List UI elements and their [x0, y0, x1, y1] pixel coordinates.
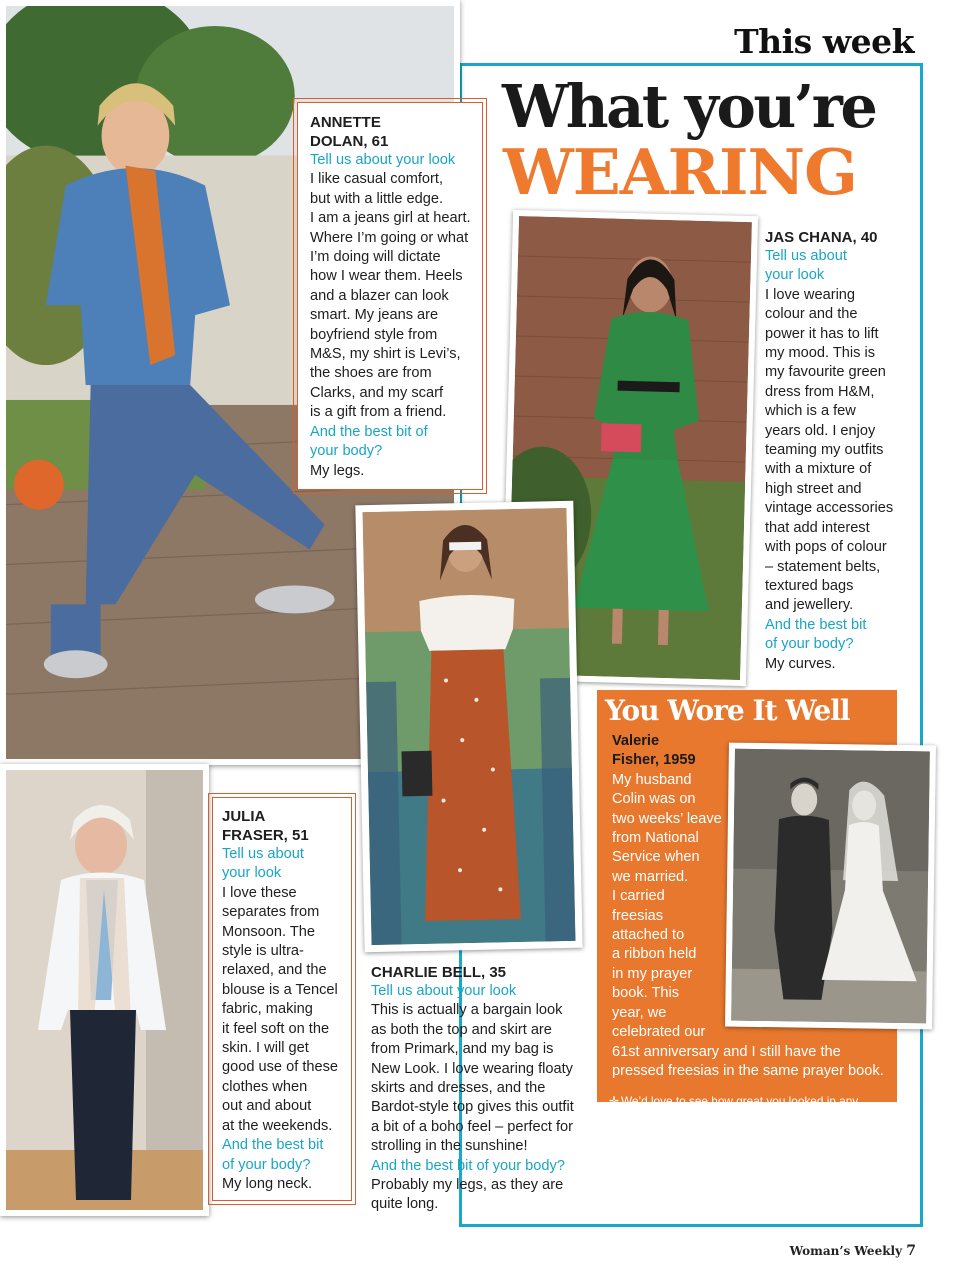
annette-answer-line: is a gift from a friend.: [310, 404, 447, 421]
annette-question-1: Tell us about your look: [310, 152, 456, 168]
valerie-name-line1: Valerie: [612, 733, 660, 749]
annette-answer-line: and a blazer can look: [310, 287, 449, 304]
annette-answer-line: I am a jeans girl at heart.: [310, 210, 471, 227]
annette-name-line2: DOLAN, 61: [310, 133, 389, 150]
note-line: daytime phone number clearly written on the back,: [609, 1149, 873, 1164]
valerie-text-line: two weeks’ leave: [612, 810, 722, 827]
valerie-text-line: from National: [612, 830, 699, 847]
julia-answer-line: Monsoon. The: [222, 923, 316, 940]
annette-question-2: your body?: [310, 443, 383, 460]
jas-answer-line: and jewellery.: [765, 597, 854, 614]
valerie-text-line: attached to: [612, 927, 685, 944]
jas-question-1: your look: [765, 267, 825, 284]
annette-caption: [297, 102, 483, 490]
wedding-photo-image: [731, 749, 930, 1024]
annette-answer-line: M&S, my shirt is Levi’s,: [310, 346, 461, 363]
julia-answer-line: good use of these: [222, 1059, 339, 1076]
jas-answer-line: dress from H&M,: [765, 383, 875, 400]
headline-line-1: What you’re: [502, 72, 876, 141]
jas-answer-line: my favourite green: [765, 364, 886, 381]
jas-answer-line: years old. I enjoy: [765, 422, 876, 439]
valerie-text-line: Colin was on: [612, 791, 696, 808]
valerie-text-line: Service when: [612, 849, 700, 866]
charlie-question-2: And the best bit of your body?: [371, 1157, 565, 1174]
plus-marker-icon: ✛: [609, 1094, 619, 1108]
annette-answer-line: the shoes are from: [310, 365, 432, 382]
jas-question-1: Tell us about: [765, 248, 847, 264]
jas-answer-line: – statement belts,: [765, 558, 881, 575]
jas-answer-line: teaming my outfits: [765, 442, 884, 459]
julia-name-line1: JULIA: [222, 808, 266, 825]
note-line: good-quality photo with your name, address and: [609, 1131, 861, 1145]
julia-answer-line: it feel soft on the: [222, 1020, 330, 1037]
annette-answer-line: but with a little edge.: [310, 190, 444, 207]
valerie-text-line: we married.: [612, 868, 689, 885]
valerie-text-line: book. This: [612, 985, 680, 1002]
page-number: 7: [906, 1243, 916, 1259]
charlie-answer-2: quite long.: [371, 1196, 439, 1213]
julia-answer-line: separates from: [222, 904, 320, 921]
jas-answer-line: I love wearing: [765, 286, 856, 303]
jas-answer-line: colour and the: [765, 306, 858, 323]
charlie-answer-line: strolling in the sunshine!: [371, 1138, 528, 1155]
annette-answer-line: Where I’m going or what: [310, 229, 469, 246]
note-line: to: Fashion Dept, Woman’s Weekly, 161 Marsh: [609, 1168, 855, 1182]
jas-answer-2: My curves.: [765, 655, 836, 672]
jas-answer-line: with pops of colour: [765, 539, 887, 556]
jas-answer-line: my mood. This is: [765, 345, 876, 362]
annette-answer-line: how I wear them. Heels: [310, 268, 463, 285]
jas-name: JAS CHANA, 40: [765, 229, 878, 246]
julia-answer-line: I love these: [222, 884, 297, 901]
charlie-answer-2: Probably my legs, as they are: [371, 1177, 564, 1194]
charlie-answer-line: This is actually a bargain look: [371, 1002, 563, 1019]
jas-question-2: of your body?: [765, 636, 854, 653]
charlie-answer-line: from Primark, and my bag is: [371, 1041, 554, 1058]
annette-answer-line: boyfriend style from: [310, 326, 438, 343]
note-line: We’d love to see how great you looked in any: [621, 1094, 859, 1108]
julia-photo-image: [6, 770, 203, 1210]
annette-answer-line: smart. My jeans are: [310, 307, 439, 324]
jas-answer-line: vintage accessories: [765, 500, 894, 517]
charlie-caption: [371, 963, 596, 1215]
julia-answer-line: style is ultra-: [222, 943, 304, 960]
charlie-answer-line: Bardot-style top gives this outfit: [371, 1099, 574, 1116]
julia-answer-line: skin. I will get: [222, 1040, 309, 1057]
you-wore-it-well-title: You Wore It Well: [605, 694, 850, 727]
julia-answer-line: blouse is a Tencel: [222, 981, 338, 998]
valerie-text-line: freesias: [612, 907, 664, 924]
julia-question-1: Tell us about: [222, 846, 304, 862]
jas-answer-line: high street and: [765, 480, 862, 497]
charlie-question-1: Tell us about your look: [371, 983, 517, 999]
valerie-text-line: pressed freesias in the same prayer book.: [612, 1062, 884, 1079]
julia-answer-line: out and about: [222, 1098, 312, 1115]
valerie-text-line: 61st anniversary and I still have the: [612, 1043, 841, 1060]
julia-name-line2: FRASER, 51: [222, 827, 309, 844]
annette-answer-2: My legs.: [310, 462, 365, 479]
submission-note-text: [609, 1092, 889, 1203]
julia-question-1: your look: [222, 865, 282, 882]
valerie-text-line: My husband: [612, 771, 692, 788]
valerie-text-line: a ribbon held: [612, 946, 697, 963]
charlie-photo: [355, 501, 582, 952]
julia-caption: [212, 797, 352, 1201]
annette-answer-line: Clarks, and my scarf: [310, 384, 443, 401]
jas-answer-line: textured bags: [765, 577, 854, 594]
charlie-name: CHARLIE BELL, 35: [371, 964, 507, 981]
charlie-answer-line: as both the top and skirt are: [371, 1021, 552, 1038]
charlie-answer-line: a bit of a boho feel – perfect for: [371, 1118, 574, 1135]
jas-answer-line: with a mixture of: [765, 461, 872, 478]
julia-answer-line: fabric, making: [222, 1001, 313, 1018]
jas-caption: [765, 228, 925, 674]
valerie-text-line: in my prayer: [612, 965, 693, 982]
note-line: era up to and including the 1980s. Please send a: [609, 1112, 865, 1127]
charlie-answer-line: New Look. I love wearing floaty: [371, 1060, 573, 1077]
annette-name-line1: ANNETTE: [310, 114, 381, 131]
annette-question-2: And the best bit of: [310, 423, 428, 440]
valerie-text-line: year, we: [612, 1004, 667, 1021]
charlie-photo-image: [362, 508, 575, 945]
magazine-name: Woman’s Weekly: [789, 1244, 903, 1258]
annette-answer-line: I like casual comfort,: [310, 171, 444, 188]
section-label: This week: [734, 22, 914, 61]
valerie-text-line: celebrated our: [612, 1024, 706, 1041]
valerie-name-line2: Fisher, 1959: [612, 752, 696, 769]
julia-answer-line: at the weekends.: [222, 1117, 333, 1134]
annette-answer-line: I’m doing will dictate: [310, 249, 441, 266]
jas-answer-line: which is a few: [765, 403, 856, 420]
wedding-photo: [725, 743, 936, 1030]
jas-answer-line: that add interest: [765, 519, 870, 536]
julia-answer-2: My long neck.: [222, 1175, 313, 1192]
charlie-answer-line: skirts and dresses, and the: [371, 1080, 546, 1097]
julia-photo: [0, 764, 209, 1216]
jas-question-2: And the best bit: [765, 616, 867, 633]
julia-question-2: of your body?: [222, 1156, 311, 1173]
note-line: Wall, London E14 9AP. Photos will be returned.: [609, 1186, 856, 1201]
julia-answer-line: relaxed, and the: [222, 962, 327, 979]
jas-answer-line: power it has to lift: [765, 325, 879, 342]
julia-answer-line: clothes when: [222, 1078, 308, 1095]
headline-line-2: WEARING: [503, 135, 857, 209]
page-footer: [790, 1243, 916, 1259]
julia-question-2: And the best bit: [222, 1137, 324, 1154]
valerie-text-line: I carried: [612, 888, 665, 905]
